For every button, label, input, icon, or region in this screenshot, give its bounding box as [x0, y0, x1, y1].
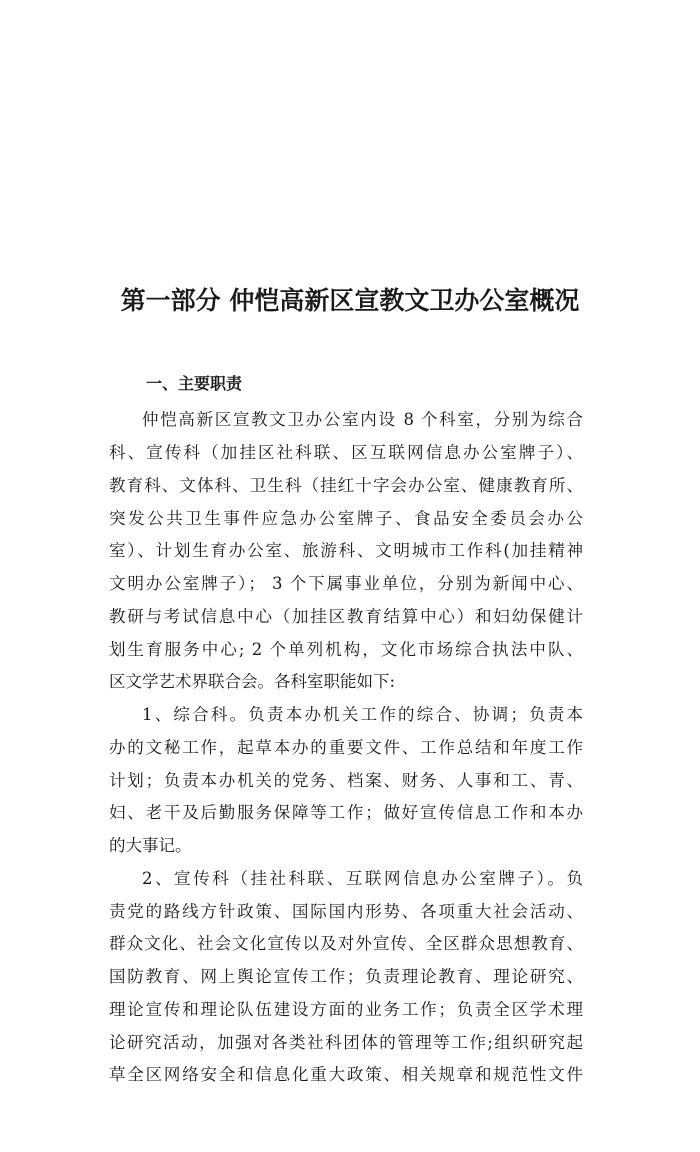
text-line: 妇、老干及后勤服务保障等工作；做好宣传信息工作和本办 — [109, 803, 583, 822]
text-line: 2、宣传科（挂社科联、互联网信息办公室牌子）。负 — [142, 869, 583, 888]
text-line: 室）、计划生育办公室、旅游科、文明城市工作科(加挂精神 — [109, 541, 583, 560]
text-line: 草全区网络安全和信息化重大政策、相关规章和规范性文件 — [109, 1065, 583, 1084]
text-line: 群众文化、社会文化宣传以及对外宣传、全区群众思想教育、 — [109, 934, 583, 953]
text-line: 国防教育、网上舆论宣传工作；负责理论教育、理论研究、 — [109, 967, 583, 986]
text-line: 科、宣传科（加挂区社科联、区互联网信息办公室牌子）、 — [109, 443, 583, 462]
text-line: 仲恺高新区宣教文卫办公室内设 8 个科室，分别为综合 — [142, 410, 583, 429]
text-line: 突发公共卫生事件应急办公室牌子、食品安全委员会办公 — [109, 509, 583, 528]
text-line: 教育科、文体科、卫生科（挂红十字会办公室、健康教育所、 — [109, 476, 583, 495]
text-line: 教研与考试信息中心（加挂区教育结算中心）和妇幼保健计 — [109, 607, 583, 626]
section-heading: 一、主要职责 — [146, 374, 243, 393]
text-line: 责党的路线方针政策、国际国内形势、各项重大社会活动、 — [109, 902, 583, 921]
text-line: 理论宣传和理论队伍建设方面的业务工作；负责全区学术理 — [109, 1000, 583, 1019]
text-line: 1、综合科。负责本办机关工作的综合、协调；负责本 — [142, 705, 583, 724]
text-line: 论研究活动，加强对各类社科团体的管理等工作;组织研究起 — [109, 1033, 583, 1052]
text-line: 划生育服务中心; 2 个单列机构，文化市场综合执法中队、 — [109, 640, 583, 659]
document-title: 第一部分 仲恺高新区宣教文卫办公室概况 — [120, 286, 580, 315]
text-line: 办的文秘工作，起草本办的重要文件、工作总结和年度工作 — [109, 738, 583, 757]
text-line: 区文学艺术界联合会。各科室职能如下: — [109, 672, 396, 691]
text-line: 文明办公室牌子）； 3 个下属事业单位，分别为新闻中心、 — [109, 574, 583, 593]
text-line: 的大事记。 — [109, 836, 192, 855]
text-line: 计划；负责本办机关的党务、档案、财务、人事和工、青、 — [109, 771, 583, 790]
